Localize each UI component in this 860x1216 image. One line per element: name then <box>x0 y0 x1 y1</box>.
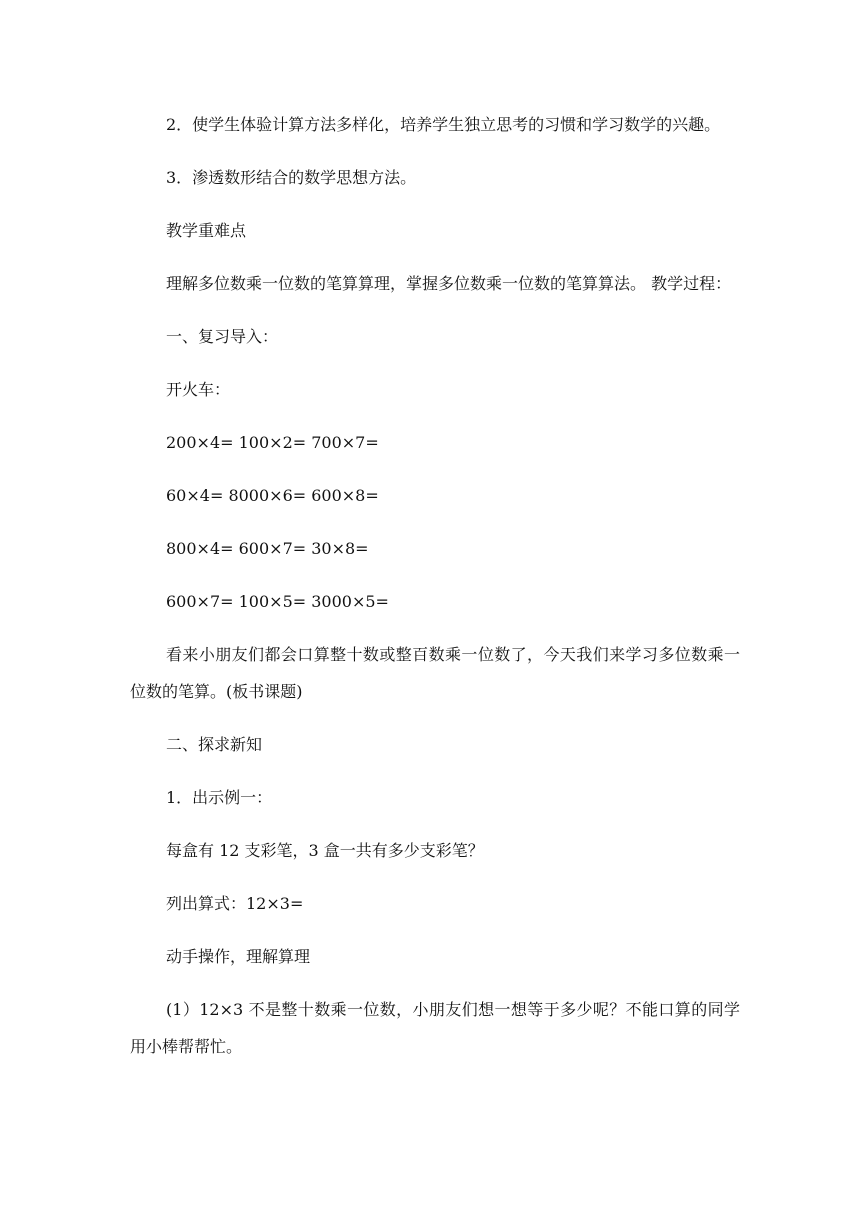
document-body <box>130 106 740 1065</box>
example-equation: 列出算式：12×3= <box>166 894 304 913</box>
section-heading-new-knowledge: 二、探求新知 <box>166 735 263 754</box>
objective-3: 3．渗透数形结合的数学思想方法。 <box>166 168 417 187</box>
activity-title: 开火车： <box>166 380 231 399</box>
example-title: 1．出示例一： <box>166 788 273 807</box>
exercise-row-1: 200×4= 100×2= 700×7= <box>166 433 379 452</box>
exercise-row-4: 600×7= 100×5= 3000×5= <box>166 592 389 611</box>
exercise-row-2: 60×4= 8000×6= 600×8= <box>166 486 379 505</box>
lesson-intro-text: 看来小朋友们都会口算整十数或整百数乘一位数了，今天我们来学习多位数乘一位数的笔算。(板书课题) <box>130 645 740 701</box>
section-heading-review: 一、复习导入： <box>166 327 279 346</box>
activity-subtitle: 动手操作，理解算理 <box>166 947 311 966</box>
section-heading-key-points: 教学重难点 <box>166 221 247 240</box>
exercise-row-3: 800×4= 600×7= 30×8= <box>166 539 369 558</box>
example-question: 每盒有 12 支彩笔，3 盒一共有多少支彩笔？ <box>166 841 484 860</box>
objective-2: 2．使学生体验计算方法多样化，培养学生独立思考的习惯和学习数学的兴趣。 <box>166 115 721 134</box>
key-points-text: 理解多位数乘一位数的笔算算理，掌握多位数乘一位数的笔算算法。 教学过程： <box>166 274 732 293</box>
activity-step-1: (1）12×3 不是整十数乘一位数，小朋友们想一想等于多少呢？不能口算的同学用小棒帮帮忙。 <box>130 1000 740 1056</box>
